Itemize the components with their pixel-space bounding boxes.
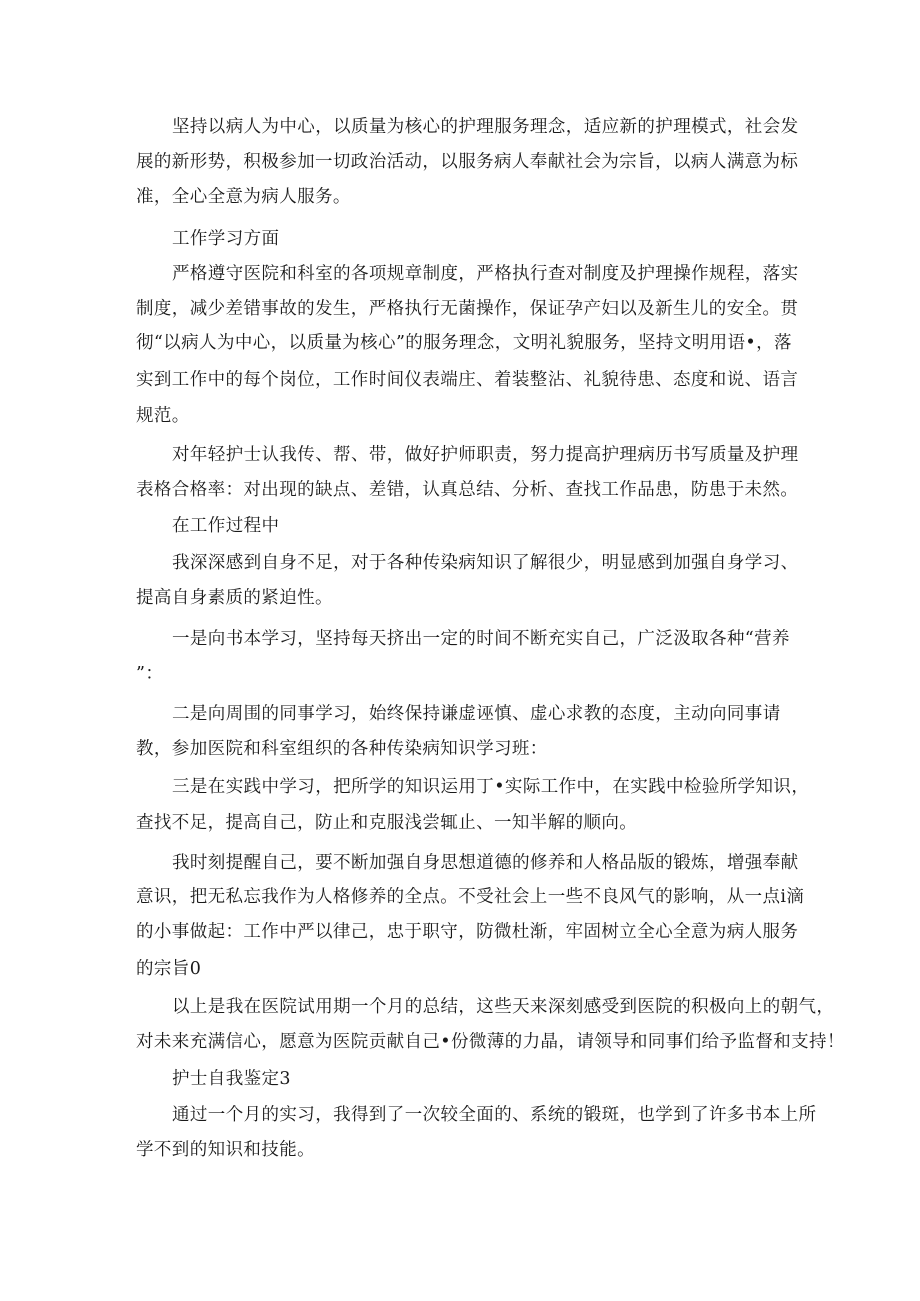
- paragraph-line: 表格合格率：对出现的缺点、差错，认真总结、分析、查找工作品患，防患于未然。: [136, 480, 799, 500]
- paragraph-line: 规范。: [136, 406, 190, 426]
- paragraph-line: 对未来充满信心，愿意为医院贡献自己•份微薄的力晶，请领导和同事们给予监督和支持！: [136, 1032, 845, 1052]
- paragraph-line: 坚持以病人为中心，以质量为核心的护理服务理念，适应新的护理模式，社会发: [172, 117, 799, 137]
- paragraph-line: 意识，把无私忘我作为人格修养的全点。不受社会上一些不良风气的影响，从一点i滴: [136, 887, 805, 907]
- section-heading: 工作学习方面: [172, 229, 280, 249]
- section-heading: 在工作过程中: [172, 516, 280, 536]
- paragraph-line: 对年轻护士认我传、帮、带，做好护师职责，努力提高护理病历书写质量及护理: [172, 445, 799, 465]
- paragraph-line: 制度，减少差错事故的发生，严格执行无菌操作，保证孕产妇以及新生儿的安全。贯: [136, 299, 799, 319]
- paragraph-line: 展的新形势，积极参加一切政治活动，以服务病人奉献社会为宗旨，以病人满意为标: [136, 152, 799, 172]
- paragraph-line: ”：: [136, 664, 164, 684]
- paragraph-line: 通过一个月的实习，我得到了一次较全面的、系统的锻斑，也学到了许多书本上所: [172, 1105, 817, 1125]
- paragraph-line: 学不到的知识和技能。: [136, 1140, 315, 1160]
- paragraph-line: 一是向书本学习，坚持每天挤出一定的时间不断充实自己，广泛汲取各种“营养: [172, 629, 790, 649]
- paragraph-line: 提高自身素质的紧迫性。: [136, 588, 333, 608]
- paragraph-line: 二是向周围的同事学习，始终保持谦虚诬慎、虚心求教的态度，主动向同事请: [172, 704, 781, 724]
- paragraph-line: 教，参加医院和科室组织的各种传染病知识学习班：: [136, 739, 548, 759]
- paragraph-line: 我时刻提醒自己，要不断加强自身思想道德的修养和人格品版的锻炼，增强奉献: [172, 853, 799, 873]
- paragraph-line: 三是在实践中学习，把所学的知识运用丁•实际工作中，在实践中检验所学知识，: [172, 777, 810, 797]
- paragraph-line: 准，全心全意为病人服务。: [136, 187, 351, 207]
- paragraph-line: 严格遵守医院和科室的各项规章制度，严格执行查对制度及护理操作规程，落实: [172, 264, 799, 284]
- paragraph-line: 的宗旨0: [136, 959, 202, 979]
- paragraph-line: 的小事做起：工作中严以律己，忠于职守，防微杜渐，牢固树立全心全意为病人服务: [136, 922, 799, 942]
- paragraph-line: 我深深感到自身不足，对于各种传染病知识了解很少，明显感到加强自身学习、: [172, 553, 799, 573]
- paragraph-line: 以上是我在医院试用期一个月的总结，这些天来深刻感受到医院的积极向上的朝气，: [172, 997, 835, 1017]
- paragraph-line: 实到工作中的每个岗位，工作时间仪表端庄、着装整沾、礼貌待患、态度和说、语言: [136, 370, 799, 390]
- section-heading: 护士自我鉴定3: [172, 1069, 291, 1089]
- paragraph-line: 彻“以病人为中心，以质量为核心”的服务理念，文明礼貌服务，坚持文明用语•，落: [136, 333, 792, 353]
- paragraph-line: 查找不足，提高自己，防止和克服浅尝辄止、一知半解的顺向。: [136, 813, 638, 833]
